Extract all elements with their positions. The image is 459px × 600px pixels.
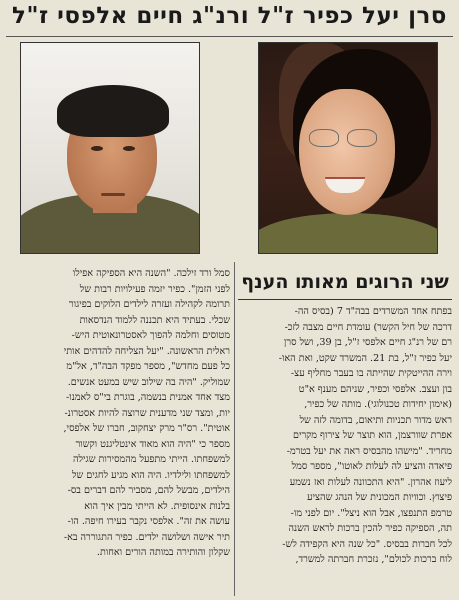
article-line: שכלי. בעתיד היא תכננה ללמוד הנדסאות [79,314,230,326]
article-line: לכל חברות בבסיס. "כל שנה היא הקפידה לש- [282,538,452,550]
article-line: ראש מדור תכניות ותיאום, בדומה לזה של [299,414,452,426]
article-line: כל פעם מחדש", מספר מפקד הבה"ד, אל"מ [66,361,230,372]
article-line: טרמפ התנפצו, אבל הוא ניצל". יום לפני מו- [290,507,452,519]
article-line: תה, הספיקה כפיר להכין ברכות לראש השנה [288,523,452,534]
article-line: מחריד. "מישהו מהבסיס ראה את יעל בטרמ- [286,445,452,457]
article-line: בלנות אינסופית. לא הייתי מבין איך הוא [84,500,230,512]
article-line: מספר כי "היה הוא מאוד אינטליגנט וקשור [75,438,230,450]
subheadline: שני הרוגים מאותו הענף [241,271,449,293]
subheadline-rule [238,299,452,300]
column-divider [234,262,235,596]
article-line: אפרת שוורצמן, הוא תוצר של צירוף מקרים [292,430,452,441]
article-line: בפתח אחד המשרדים בבה"ד 7 (בסיס הה- [294,306,452,317]
article-line: ראלית הראשונה. "יעל הצליחה להדהים אותי [63,345,230,357]
article-line: אוטית". רס"ר מרק יצחקוב, חברו של אלפסי, [63,423,230,434]
article-line: מטוסים וחלמה להפוך לאסטרונאוטית היש- [71,330,230,341]
article-line: סמל ורד זילכה. "השנה היא הספיקה אפילו [72,268,230,279]
article-line: למשפחתו ולילדיו. היה הוא מגיע לחגים של [71,469,230,481]
article-column-left [8,266,230,561]
article-line: שמוליק. "היה בה שילוב שיש במעט אנשים. [67,376,230,388]
article-line: למשפחתו. הייתי מתפעל מהמסירות שגילה [73,454,230,465]
article-line: לוח ברכות לכולם", נזכרת חברתה למשרד, [295,554,452,565]
article-line: יעל כפיר ז"ל, בת 21. המשרד שקט, ואת האו- [278,352,452,364]
article-line: דרכה של חיל הקשר) עומדת חיים מצבה לזכ- [284,321,452,333]
article-line: בון ועצב. אלפסי וכפיר, שניהם מענף א"ט [298,383,452,395]
article-line: רם של רנ"ג חיים אלפסי ז"ל, בן 39, ושל סרן [283,337,452,348]
article-line: פיצוץ. וכוויות המכונית של הנהג שהציע [307,492,452,503]
article-line: ליעוז אהרון. "היא התכוונה לעלות ואז נשמע [289,476,452,488]
headline-rule [6,36,453,37]
article-line: לפני הזמן". כפיר יזמה פעילויות רבות של [79,283,230,295]
article-line: יות, ומצד שני מדענית שרוצה להיות אסטרונ- [64,407,230,419]
article-line: הילדים, מבשל להם, מסביר להם דברים בס- [67,485,230,496]
article-line: וירה ההייטקית שהייתה בו בעבר מחליף עצ- [290,368,452,379]
photo-man-in-uniform [20,42,200,254]
article-line: תיר אישה ושלושה ילדים. כפיר התגוררה בא- [63,531,230,543]
article-line: מצד אחד אמנית בנשמה, בוגרת בי"ס לאמנו- [66,392,230,403]
article-line: תרומה לקהילה ועזרה לילדים הלוקים בפיגור [68,299,230,310]
article-line: שקלון והותירה במותה הורים ואחות. [96,547,230,558]
article-line: עושה את זה". אלפסי נקבר בעירו חיפה. הו- [67,516,230,527]
article-column-right [238,304,452,568]
photo-woman-in-uniform [258,42,438,254]
headline: סרן יעל כפיר ז"ל ורנ"ג חיים אלפסי ז"ל [12,3,447,29]
article-line: פיאדה והציע לה לעלות לאוטו", מספר סמל [291,461,452,472]
article-line: (אימון יחידות טכנולוגי). מותה של כפיר, [304,399,452,410]
